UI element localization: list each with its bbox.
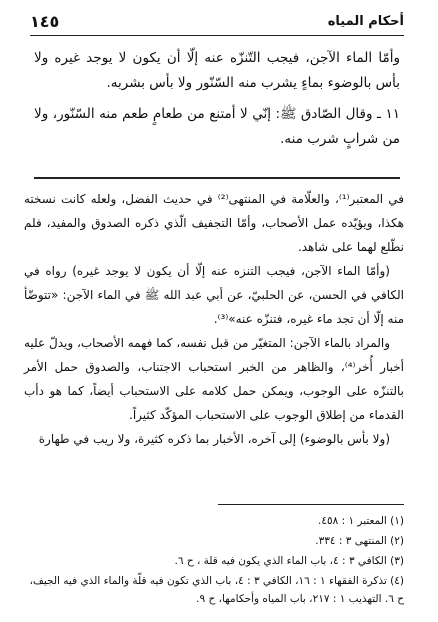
footnote: (١) المعتبر ١ : ٤٥٨. — [317, 515, 404, 527]
chapter-title: أحكام المياه — [327, 14, 404, 29]
footnote-separator — [218, 504, 404, 505]
footnote: (٢) المنتهى ٣ : ٣٣٤. — [315, 535, 404, 547]
footnotes — [24, 512, 404, 610]
footnote: (٣) الكافي ٣ : ٤، باب الماء الذي يكون فيه قلة ، ح ٦. — [174, 555, 404, 567]
text-commentary-separator — [34, 177, 400, 179]
commentary-paragraph: (ولا بأس بالوضوء) إلى آخره، الأخبار بما ذكره كثيرة، ولا ريب في طهارة — [38, 432, 390, 446]
page-number: ١٤٥ — [30, 12, 60, 31]
main-paragraph: وأمّا الماء الآجن، فيجب التّنزّه عنه إلّا أن يكون لا يوجد غيره ولا بأس بالوضوء بماءٍ يشرب منه السّنّور ولا بأس بشربه. — [34, 50, 400, 91]
commentary-paragraph: والمراد بالماء الآجن: المتغيّر من قبل نفسه، كما فهمه الأصحاب، ويدلّ عليه أخبار أُخر⁽⁴⁾، والظاهر من الخبر استحباب الاجتناب، والصدوق حمل الأمر بالتنزّه على الوجوب، ويمكن حمل كلامه على الاستحباب أيضاً، كما هو دأب القدماء من إطلاق الوجوب على الاستحباب المؤكّد كثيراً. — [24, 336, 404, 422]
header-rule — [30, 35, 404, 36]
running-header — [30, 10, 404, 36]
footnote: (٤) تذكرة الفقهاء ١ : ١٦، الكافي ٣ : ٤، باب الذي تكون فيه قلّة والماء الذي فيه الجيف، ح ٦. التهذيب ١ : ٢١٧، باب المياه وأحكامها، ح ٩. — [29, 575, 404, 605]
commentary-paragraph: في المعتبر⁽¹⁾، والعلّامة في المنتهى⁽²⁾ في حديث الفضل، ولعله كانت نسخته هكذا، ويؤيّده عمل الأصحاب، وأمّا التجفيف الّذي ذكره الصدوق والمفيد، فلم نطّلع لهما على شاهد. — [24, 192, 404, 254]
main-paragraph-hadith-11: ١١ ـ وقال الصّادق ﷺ: إنّي لا أمتنع من طعامٍ طعم منه السّنّور، ولا من شرابٍ شرب منه. — [34, 106, 400, 147]
commentary-paragraph: (وأمّا الماء الآجن، فيجب التنزه عنه إلّا أن يكون لا يوجد غيره) رواه في الكافي في الحسن، عن الحلبيّ، عن أبي عبد الله ﷺ في الماء الآجن: «تتوضّأ منه إلّا أن تجد ماء غيره، فتنزّه عنه»⁽³⁾. — [24, 264, 404, 326]
commentary — [24, 187, 404, 451]
main-text — [34, 46, 400, 158]
